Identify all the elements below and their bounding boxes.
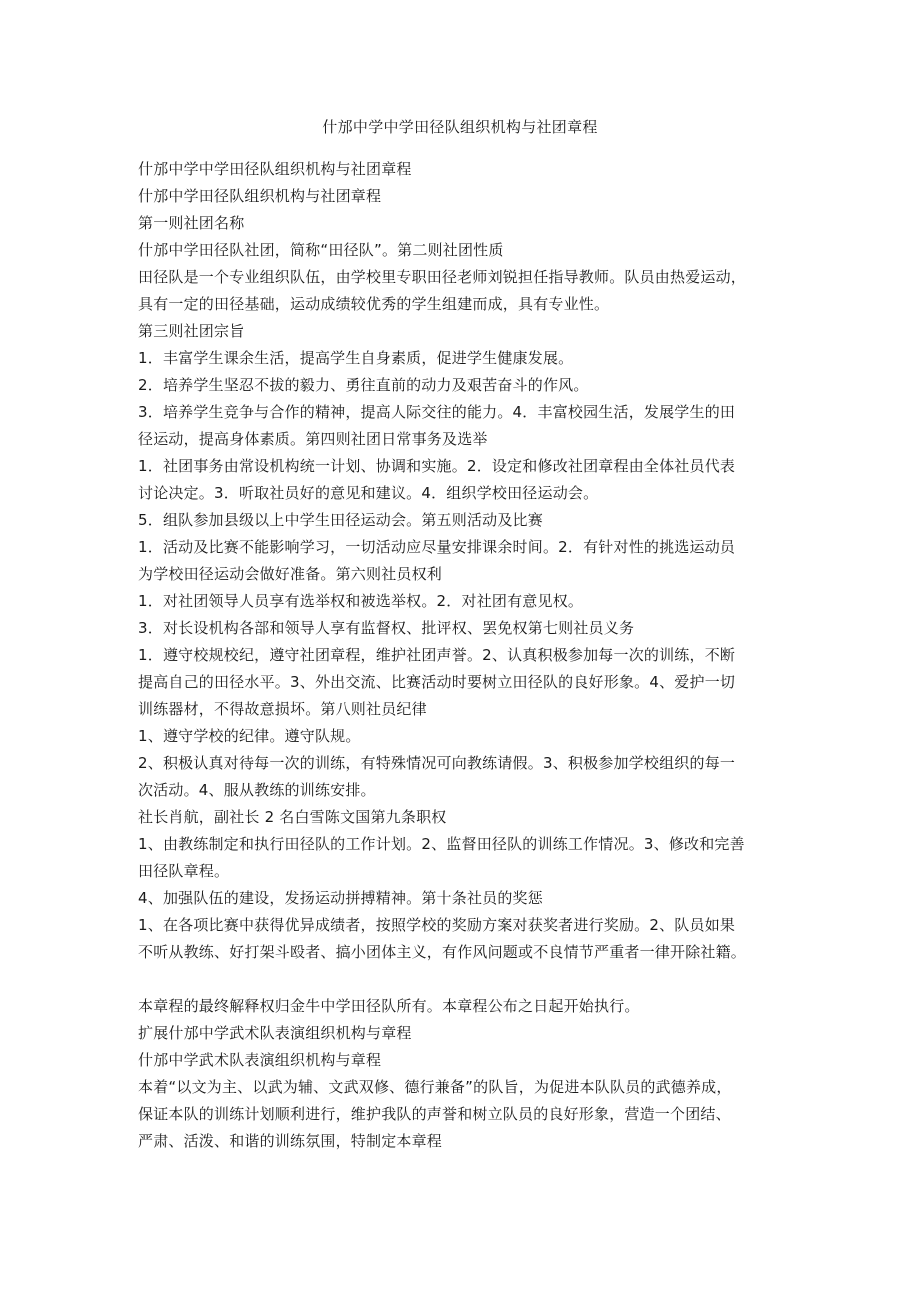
- text-line: 第三则社团宗旨: [138, 322, 245, 340]
- text-line: 1．遵守校规校纪，遵守社团章程，维护社团声誉。2、认真积极参加每一次的训练，不断: [138, 646, 736, 664]
- text-line: 1、遵守学校的纪律。遵守队规。: [138, 727, 361, 745]
- text-line: 什邡中学田径队社团，简称“田径队”。第二则社团性质: [138, 241, 504, 259]
- text-line: 训练器材，不得故意损坏。第八则社员纪律: [138, 700, 427, 718]
- text-line: 本章程的最终解释权归金牛中学田径队所有。本章程公布之日起开始执行。: [138, 997, 640, 1015]
- text-line: 径运动，提高身体素质。第四则社团日常事务及选举: [138, 430, 488, 448]
- text-line: 什邡中学中学田径队组织机构与社团章程: [138, 160, 412, 178]
- text-line: 1．社团事务由常设机构统一计划、协调和实施。2．设定和修改社团章程由全体社员代表: [138, 457, 736, 475]
- text-line: 2、积极认真对待每一次的训练，有特殊情况可向教练请假。3、积极参加学校组织的每一: [138, 754, 736, 772]
- text-line: 田径队章程。: [138, 862, 230, 880]
- text-line: 扩展什邡中学武术队表演组织机构与章程: [138, 1024, 412, 1042]
- text-line: 为学校田径运动会做好准备。第六则社员权利: [138, 565, 443, 583]
- text-line: 不听从教练、好打架斗殴者、搞小团体主义，有作风问题或不良情节严重者一律开除社籍。: [138, 943, 747, 961]
- text-line: 1、由教练制定和执行田径队的工作计划。2、监督田径队的训练工作情况。3、修改和完善: [138, 835, 745, 853]
- text-line: 第一则社团名称: [138, 214, 245, 232]
- text-line: 3．培养学生竞争与合作的精神，提高人际交往的能力。4．丰富校园生活，发展学生的田: [138, 403, 736, 421]
- text-line: 讨论决定。3．听取社员好的意见和建议。4．组织学校田径运动会。: [138, 484, 599, 502]
- text-line: 本着“以文为主、以武为辅、文武双修、德行兼备”的队旨，为促进本队队员的武德养成，: [138, 1078, 732, 1096]
- text-line: 提高自己的田径水平。3、外出交流、比赛活动时要树立田径队的良好形象。4、爱护一切: [138, 673, 736, 691]
- text-line: 2．培养学生坚忍不拔的毅力、勇往直前的动力及艰苦奋斗的作风。: [138, 376, 589, 394]
- text-line: 具有一定的田径基础，运动成绩较优秀的学生组建而成，具有专业性。: [138, 295, 610, 313]
- text-line: 社长肖航，副社长 2 名白雪陈文国第九条职权: [138, 808, 447, 826]
- text-line: 4、加强队伍的建设，发扬运动拼搏精神。第十条社员的奖惩: [138, 889, 543, 907]
- document-title: 什邡中学中学田径队组织机构与社团章程: [322, 118, 598, 136]
- text-line: 次活动。4、服从教练的训练安排。: [138, 781, 376, 799]
- text-line: 1．活动及比赛不能影响学习，一切活动应尽量安排课余时间。2．有针对性的挑选运动员: [138, 538, 736, 556]
- text-line: 1．对社团领导人员享有选举权和被选举权。2．对社团有意见权。: [138, 592, 584, 610]
- text-line: 保证本队的训练计划顺利进行，维护我队的声誉和树立队员的良好形象，营造一个团结、: [138, 1105, 731, 1123]
- text-line: 严肃、活泼、和谐的训练氛围，特制定本章程: [138, 1132, 443, 1150]
- text-line: 1、在各项比赛中获得优异成绩者，按照学校的奖励方案对获奖者进行奖励。2、队员如果: [138, 916, 736, 934]
- text-line: 什邡中学武术队表演组织机构与章程: [138, 1051, 382, 1069]
- text-line: 1．丰富学生课余生活，提高学生自身素质，促进学生健康发展。: [138, 349, 574, 367]
- paragraph-gap: [138, 966, 783, 993]
- text-line: 什邡中学田径队组织机构与社团章程: [138, 187, 382, 205]
- document-body: [138, 156, 783, 1155]
- text-line: 3．对长设机构各部和领导人享有监督权、批评权、罢免权第七则社员义务: [138, 619, 635, 637]
- text-line: 田径队是一个专业组织队伍，由学校里专职田径老师刘锐担任指导教师。队员由热爱运动，: [138, 268, 747, 286]
- text-line: 5．组队参加县级以上中学生田径运动会。第五则活动及比赛: [138, 511, 543, 529]
